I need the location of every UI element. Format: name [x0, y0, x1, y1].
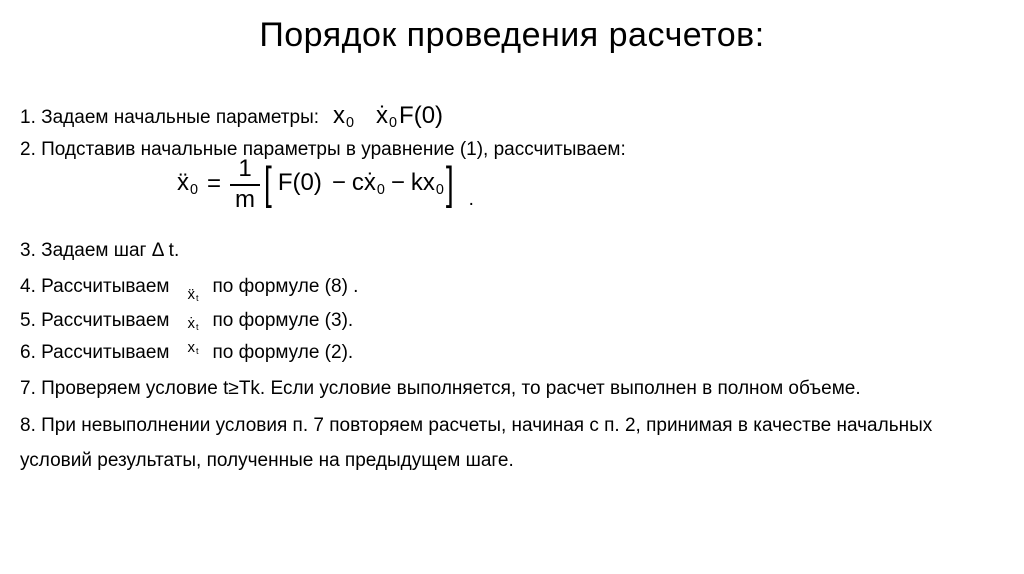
step-6-symbol: xt: [187, 339, 199, 357]
step-4-text-after: по формуле (8) .: [212, 276, 359, 297]
close-bracket: ]: [445, 158, 454, 209]
equation-fraction: [230, 154, 260, 213]
fraction-denominator: m: [230, 184, 260, 212]
equation-content: F(0) − cẋ0 − kx0: [277, 169, 444, 198]
slide-title: Порядок проведения расчетов:: [259, 16, 765, 54]
step-7-text: 7. Проверяем условие t≥Tk. Если условие выполняется, то расчет выполнен в полном объеме.: [20, 378, 861, 399]
step-5-text: 5. Рассчитываем: [20, 310, 170, 331]
step-1: [20, 102, 445, 132]
step-5-text-after: по формуле (3).: [212, 310, 354, 331]
step-8: [20, 408, 972, 478]
step-3-text: 3. Задаем шаг Δ t.: [20, 240, 180, 261]
step-2-text: 2. Подставив начальные параметры в уравнение (1), рассчитываем:: [20, 139, 626, 160]
equation-period: .: [468, 189, 474, 210]
step-5-symbol: ẋt: [187, 315, 199, 333]
equals-sign: =: [207, 169, 222, 197]
fraction-numerator: 1: [238, 154, 252, 182]
equation-lhs: ẍ0: [177, 169, 199, 198]
step-5: [20, 309, 353, 333]
step-3: [20, 239, 179, 263]
step-8-text: 8. При невыполнении условия п. 7 повторяем расчеты, начиная с п. 2, принимая в качестве начальных условий результаты, полученные на предыдущем шаге.: [20, 415, 933, 471]
equation-1: [177, 155, 474, 213]
step-4-text: 4. Рассчитываем: [20, 276, 170, 297]
step-6-text-after: по формуле (2).: [212, 342, 354, 363]
open-bracket: [: [264, 158, 272, 209]
step-6: [20, 341, 353, 365]
step-1-text: 1. Задаем начальные параметры:: [20, 107, 320, 128]
step-4: [20, 275, 359, 304]
step-6-text: 6. Рассчитываем: [20, 342, 170, 363]
step-4-symbol: ẍt: [187, 286, 199, 304]
initial-parameters-math: x0 ẋ0F(0): [333, 102, 444, 131]
step-7: [20, 377, 861, 401]
